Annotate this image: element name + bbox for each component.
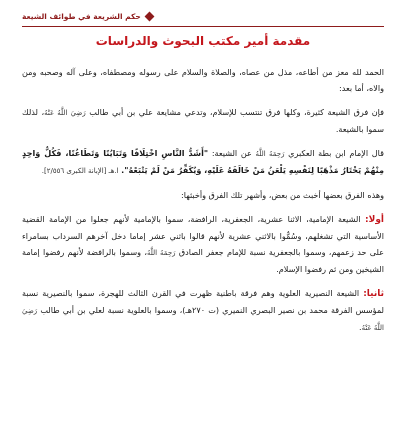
paragraph-ibn-batta-quote [22, 145, 384, 179]
honorific-phrase: رَضِيَ اللَّهُ عَنْهُ [44, 109, 86, 117]
paragraph-text: ، لذلك سموا بالشيعة. [22, 107, 384, 134]
paragraph-text: ، وسموا بالرافضة لأنهم رفضوا إمامة الشيخين ومن ثم رفضوا الإسلام. [22, 247, 384, 274]
honorific-phrase: رَحِمَهُ اللَّهُ [146, 249, 176, 257]
honorific-phrase: رَحِمَهُ اللَّهُ [255, 150, 285, 158]
header-divider [22, 26, 384, 27]
paragraph-first-sect [22, 211, 384, 277]
paragraph-text: عن الشيعة: [211, 148, 252, 158]
citation-reference: ا.هـ [الإبانة الكبرى ٢/٥٥٦]. [41, 167, 119, 175]
section-label-second: ثانيا: [363, 289, 384, 299]
paragraph-text: الشيعة الإمامية، الاثنا عشرية، الجعفرية، الرافضة، سموا بالإمامية لأنهم جعلوا من الإمامة القضية الأساسية التي تشغلهم، وسُمُّوا بالاثني عشرية لأنهم قالوا باثني عشر إماما دخل آخرهم السرداب بسامراء على حد زعمهم، وسموا بالجعفرية نسبة للإمام جعفر الصادق [22, 214, 385, 257]
section-label-first: أولا: [365, 215, 385, 225]
document-body [22, 64, 384, 344]
paragraph-worst-sects [22, 187, 384, 203]
paragraph-shia-sects [22, 104, 384, 137]
paragraph-text: قال الإمام ابن بطة العكبري [288, 148, 384, 158]
paragraph-text: فإن فرق الشيعة كثيرة، وكلها فرق تنتسب للإسلام، وتدعي مشايعة علي بن أبي طالب [89, 107, 384, 117]
paragraph-text: . [359, 322, 362, 332]
paragraph-second-sect [22, 285, 384, 336]
running-header [22, 8, 384, 24]
paragraph-text: وهذه الفرق بعضها أخبث من بعض، وأشهر تلك الفرق وأخبثها: [181, 190, 384, 200]
honorific-phrase: رَضِيَ اللَّهُ عَنْهُ [22, 307, 384, 332]
paragraph-text: الحمد لله معز من أطاعه، مذل من عصاه، والصلاة والسلام على رسوله ومصطفاه، وعلى آله وصحبه ومن والاه، أما بعد: [22, 67, 384, 93]
document-page [22, 0, 384, 423]
running-title: حكم الشريعة في طوائف الشيعة [22, 11, 141, 21]
quoted-text: "أَشَدُّ النَّاسِ اخْتِلَافًا وَتَبَايُنًا وَتَطَاعُنًا، فَكُلُّ وَاحِدٍ مِنْهُمْ يَخْتَارُ مَذْهَبًا لِنَفْسِهِ يَلْعَنُ مَنْ خَالَفَهُ عَلَيْهِ، وَيُكَفِّرُ مَنْ لَمْ يَتْبَعْهُ". [22, 148, 384, 175]
page-title: مقدمة أمير مكتب البحوث والدراسات [95, 34, 311, 48]
diamond-bullet-icon [144, 11, 154, 21]
paragraph-intro [22, 64, 384, 96]
paragraph-text: الشيعة النصيرية العلوية وهم فرقة باطنية ظهرت في القرن الثالث للهجرة، سموا بالنصيرية نسبة لمؤسس الفرقة محمد بن نصير البصري النميري (ت ٢٧٠هـ)، وسموا بالعلوية نسبة لعلي بن أبي طالب [22, 288, 384, 315]
